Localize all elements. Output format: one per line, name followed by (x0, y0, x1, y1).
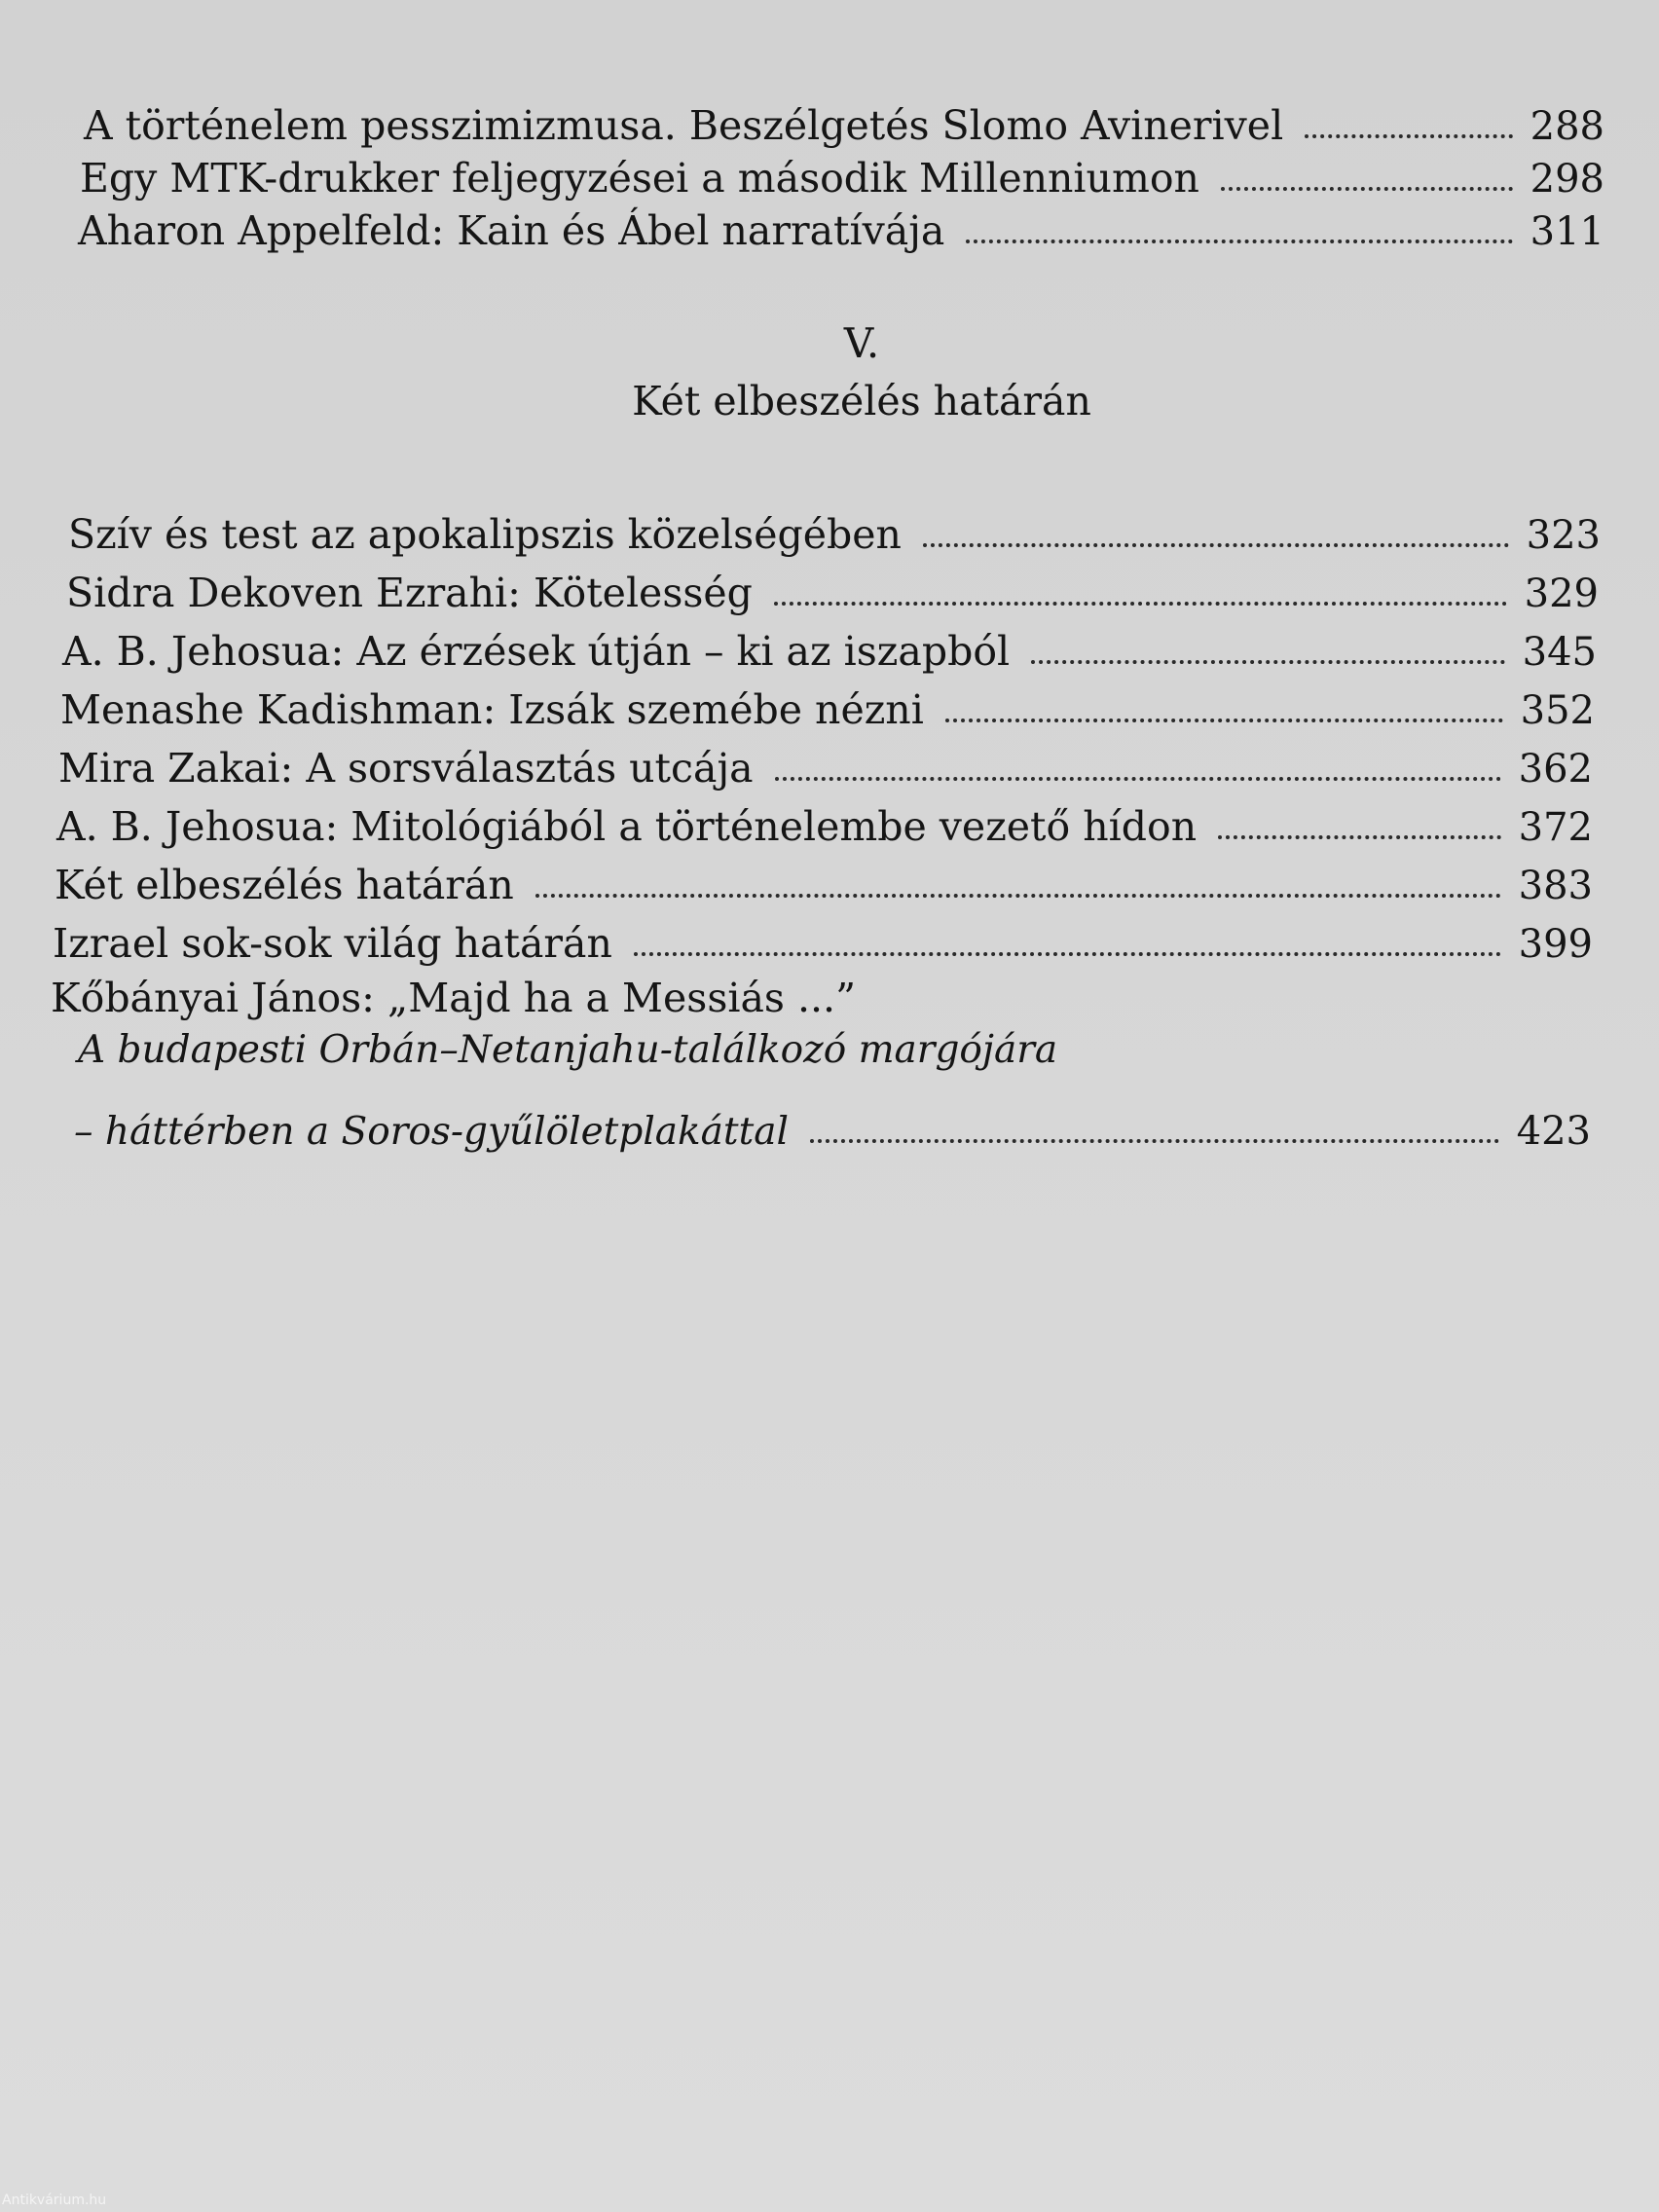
toc-entry-page: 311 (1530, 209, 1604, 254)
toc-entry-title: Kőbányai János: „Majd ha a Messiás ...” (51, 975, 857, 1021)
dot-leader (774, 602, 1507, 606)
toc-entry (78, 193, 1604, 254)
toc-entry-title: Két elbeszélés határán (55, 862, 514, 908)
toc-entry (60, 672, 1595, 733)
toc-entry (80, 140, 1604, 202)
toc-entry (58, 730, 1593, 792)
toc-entry-title: Aharon Appelfeld: Kain és Ábel narratívája (78, 207, 945, 254)
section-number: V. (843, 319, 880, 367)
toc-entry-page: 372 (1518, 805, 1593, 850)
dot-leader (945, 719, 1503, 722)
toc-entry-page: 423 (1516, 1109, 1591, 1154)
toc-entry-page: 329 (1524, 571, 1599, 616)
toc-entry (53, 905, 1593, 967)
toc-entry-page: 323 (1526, 513, 1601, 558)
dot-leader (966, 240, 1512, 243)
toc-entry (68, 497, 1601, 558)
dot-leader (1305, 134, 1512, 138)
toc-entry-subtitle: A budapesti Orbán–Netanjahu-találkozó margójára (78, 1028, 1058, 1072)
toc-entry-page: 352 (1520, 688, 1595, 733)
toc-entry-title: A. B. Jehosua: Az érzések útján – ki az iszapból (62, 628, 1011, 675)
toc-entry-title: Sidra Dekoven Ezrahi: Kötelesség (66, 570, 753, 616)
toc-entry (56, 789, 1593, 850)
dot-leader (810, 1139, 1499, 1143)
toc-entry (66, 555, 1599, 616)
toc-entry-title: Izrael sok-sok világ határán (53, 920, 612, 967)
dot-leader (1031, 660, 1505, 664)
dot-leader (775, 777, 1501, 781)
toc-entry-page: 383 (1518, 864, 1593, 908)
dot-leader (634, 952, 1501, 956)
toc-entry-title: A történelem pesszimizmusa. Beszélgetés Slomo Avinerivel (84, 102, 1284, 149)
dot-leader (1221, 187, 1513, 191)
toc-entry (74, 1092, 1591, 1154)
toc-entry-title-line (51, 960, 1024, 1021)
toc-entry-subtitle: – háttérben a Soros-gyűlöletplakáttal (74, 1110, 789, 1154)
toc-entry (62, 613, 1597, 675)
toc-entry (84, 88, 1604, 149)
watermark: Antikvárium.hu (2, 2193, 107, 2208)
toc-entry-page: 298 (1530, 157, 1604, 202)
toc-entry-title: A. B. Jehosua: Mitológiából a történelembe vezető hídon (56, 803, 1198, 850)
toc-entry-page: 288 (1530, 104, 1604, 149)
dot-leader (1218, 835, 1501, 839)
toc-entry-title: Szív és test az apokalipszis közelségében (68, 511, 902, 558)
dot-leader (535, 894, 1501, 898)
toc-entry-page: 399 (1518, 922, 1593, 967)
toc-entry-page: 362 (1518, 747, 1593, 792)
toc-entry-title: Egy MTK-drukker feljegyzései a második Millenniumon (80, 155, 1199, 202)
toc-entry-title: Menashe Kadishman: Izsák szemébe nézni (60, 686, 924, 733)
dot-leader (923, 543, 1509, 547)
toc-entry (55, 847, 1593, 908)
section-title: Két elbeszélés határán (632, 378, 1091, 424)
toc-entry-title: Mira Zakai: A sorsválasztás utcája (58, 745, 754, 792)
toc-entry-page: 345 (1522, 630, 1597, 675)
